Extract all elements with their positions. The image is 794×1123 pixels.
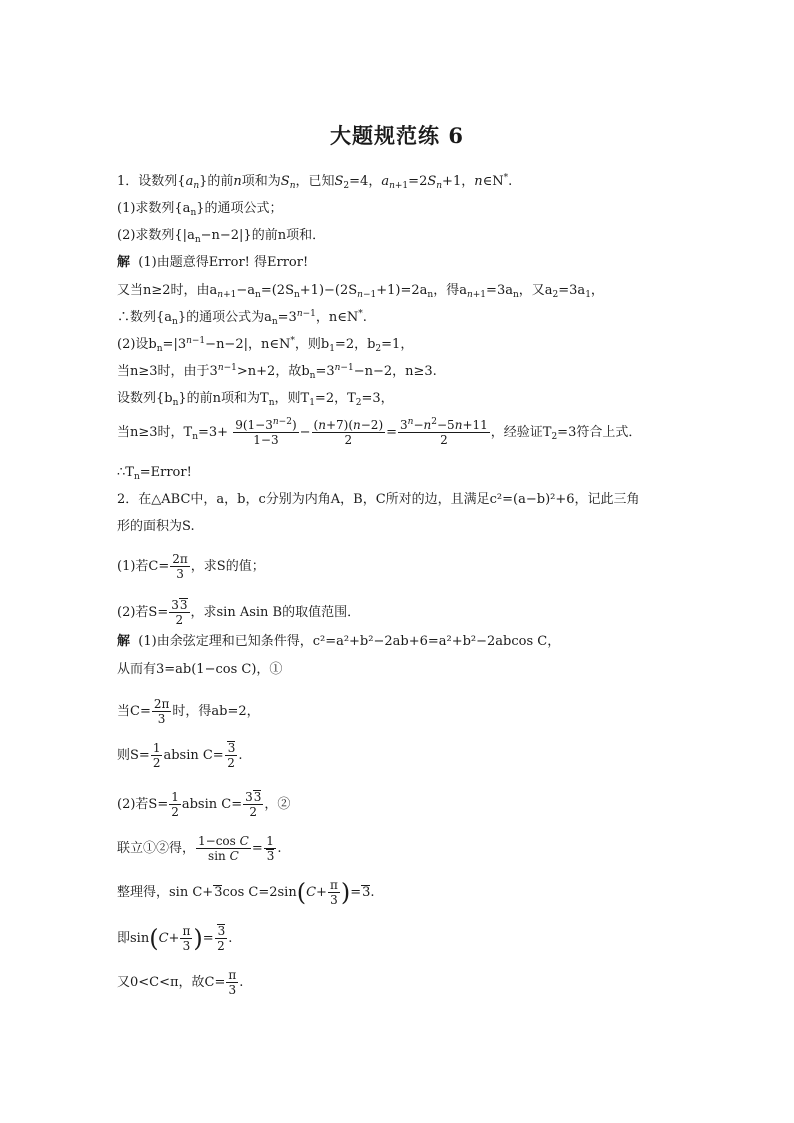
problem-2-solution-6: 联立①②得， $\frac{\text{1−cos C}}{\text{sin C}}$ = $\frac{1}{3}$ .: [117, 834, 282, 863]
problem-1-q1: (1)求数列$\{a_n\}$的通项公式；: [117, 201, 283, 218]
problem-2-stem-line-1: 2．在△ABC中，a，b，c分别为内角A，B，C所对的边，且满足c²=(a−b)²+6，记此三角: [117, 492, 640, 507]
problem-2-solution-5: (2)若S= $\frac{1}{2}$ absin C= $\frac{33}{2}$ ，②: [117, 790, 291, 819]
problem-2-q1: (1)若C= $\frac{2\pi}{3}$ ，求S的值；: [117, 552, 265, 581]
fraction-root3-over-2-b: $\frac{3}{2}$: [215, 924, 228, 953]
fraction-one-minus-cos-over-sin: $\frac{\text{1−cos C}}{\text{sin C}}$: [198, 834, 249, 863]
problem-1-solution-7: 当n≥3时，$T_n=3+$ $\frac{9(1-3^{n-2})}{1-3}$ − $\frac{(n+7)(n-2)}{2}$ = $\frac{3^n-n^2-5n+11}{2}$ ，经验证$T_2=3$符合上式．: [117, 417, 642, 447]
problem-2-stem-line-2: 形的面积为S.: [117, 519, 195, 534]
fraction-one-half: $\frac{1}{2}$: [152, 741, 161, 770]
problem-2-solution-8: 即sin(C+ $\frac{\pi}{3}$ )= $\frac{3}{2}$ .: [117, 924, 233, 953]
fraction-three-root-three-over-two: $\frac{33}{2}$: [171, 598, 188, 627]
fraction-geometric-sum: $\frac{9(1-3^{n-2})}{1-3}$: [235, 417, 297, 447]
fraction-one-half-b: $\frac{1}{2}$: [171, 790, 179, 819]
page-title: 大题规范练 6: [330, 123, 464, 148]
fraction-2pi-3-b: $\frac{2\pi}{3}$: [153, 697, 170, 726]
problem-1-solution-3: ∴数列$\{a_n\}$的通项公式为$a_n=3^{n-1}$，n∈N*.: [117, 309, 367, 327]
problem-2-solution-2: 从而有3=ab(1−cos C)，①: [117, 662, 283, 677]
problem-1-solution-5: 当n≥3时，由于$3^{n-1}>n+2$，故$b_n=3^{n-1}-n-2$，n≥3.: [117, 363, 437, 381]
problem-2-solution-4: 则S= $\frac{1}{2}$ absin C= $\frac{3}{2}$ .: [117, 741, 243, 770]
problem-2-q2: (2)若S= $\frac{33}{2}$ ，求sin Asin B的取值范围．: [117, 598, 361, 627]
problem-2-solution-7: 整理得，sin C+3cos C=2sin(C+ $\frac{\pi}{3}$ )=3.: [117, 878, 375, 907]
problem-1-solution-8: $\therefore T_n=Error$!: [117, 465, 192, 482]
fraction-3root3-over-2: $\frac{33}{2}$: [245, 790, 262, 819]
problem-1-stem: 1．设数列$\{a_n\}$的前n项和为$S_n$，已知$S_2=4$，$a_{n+1}=2S_n+1$，n∈N*.: [117, 173, 513, 191]
problem-2-solution-9: 又0<C<π，故C= $\frac{\pi}{3}$ .: [117, 968, 244, 997]
problem-1-solution-4: (2)设$b_n=|3^{n-1}-n-2|$，n∈N*，则$b_1=2$，$b_2=1$，: [117, 336, 414, 354]
fraction-pi-over-3-b: $\frac{\pi}{3}$: [182, 924, 191, 953]
problem-2-solution-1: 解 (1)由余弦定理和已知条件得，c²=a²+b²−2ab+6=a²+b²−2abcos C，: [117, 634, 561, 649]
fraction-root3-over-2: $\frac{3}{2}$: [225, 741, 238, 770]
problem-2-solution-3: 当C= $\frac{2\pi}{3}$ 时，得ab=2，: [117, 697, 260, 726]
problem-1-solution-2: 又当n≥2时，由$a_{n+1}-a_n=(2S_n+1)-(2S_{n-1}+1)=2a_n$，得$a_{n+1}=3a_n$，又$a_2=3a_1$，: [117, 283, 604, 300]
fraction-arithmetic-sum: $\frac{(n+7)(n-2)}{2}$: [313, 418, 384, 447]
problem-1-solution-6: 设数列$\{b_n\}$的前n项和为$T_n$，则$T_1=2$，$T_2=3$，: [117, 391, 394, 408]
fraction-one-over-root3: $\frac{1}{3}$: [264, 834, 277, 863]
fraction-two-pi-over-three: $\frac{2\pi}{3}$: [172, 552, 188, 581]
fraction-tn-result: $\frac{3^n-n^2-5n+11}{2}$: [400, 417, 488, 447]
problem-1-solution-1: 解 (1)由题意得Error! 得Error!: [117, 255, 309, 270]
fraction-pi-over-3-c: $\frac{\pi}{3}$: [228, 968, 237, 997]
problem-1-q2: (2)求数列$\{|a_n-n-2|\}$的前n项和．: [117, 228, 326, 245]
fraction-pi-over-3: $\frac{\pi}{3}$: [329, 878, 338, 907]
